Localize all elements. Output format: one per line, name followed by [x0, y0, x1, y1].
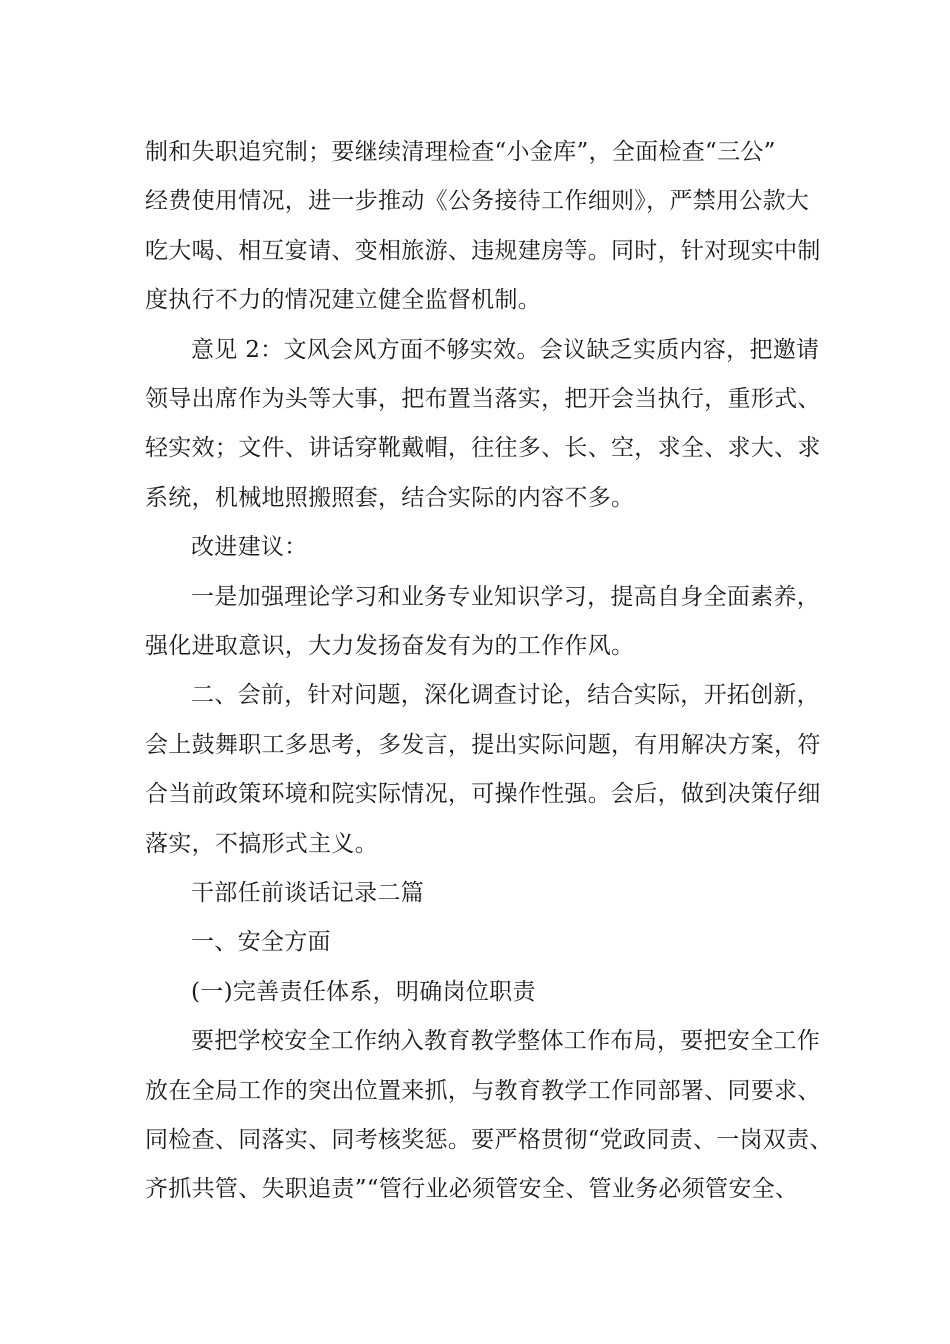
text-line: 放在全局工作的突出位置来抓，与教育教学工作同部署、同要求、	[145, 1077, 821, 1104]
text-line: 会上鼓舞职工多思考，多发言，提出实际问题，有用解决方案，符	[145, 731, 821, 758]
text-line: 吃大喝、相互宴请、变相旅游、违规建房等。同时，针对现实中制	[145, 237, 821, 264]
text-line: 强化进取意识，大力发扬奋发有为的工作作风。	[145, 632, 635, 659]
text-line: 度执行不力的情况建立健全监督机制。	[145, 287, 542, 314]
text-line: 制和失职追究制；要继续清理检查“小金库”，全面检查“三公”	[145, 139, 776, 165]
paragraph-1	[145, 128, 825, 326]
text-line: 经费使用情况，进一步推动《公务接待工作细则》，严禁用公款大	[145, 188, 810, 215]
text-line: 合当前政策环境和院实际情况，可操作性强。会后，做到决策仔细	[145, 781, 821, 808]
paragraph-opinion-2	[145, 326, 825, 524]
text-line: 意见 2：文风会风方面不够实效。会议缺乏实质内容，把邀请	[191, 336, 820, 363]
text-line: 齐抓共管、失职追责”“管行业必须管安全、管业务必须管安全、	[145, 1176, 799, 1203]
subheading-responsibility	[145, 968, 825, 1017]
text-line: 领导出席作为头等大事，把布置当落实，把开会当执行，重形式、	[145, 385, 821, 412]
text-line: (一)完善责任体系，明确岗位职责	[191, 978, 536, 1005]
text-line: 同检查、同落实、同考核奖惩。要严格贯彻“党政同责、一岗双责、	[145, 1126, 833, 1153]
text-line: 系统，机械地照搬照套，结合实际的内容不多。	[145, 484, 635, 511]
text-line: 干部任前谈话记录二篇	[191, 880, 424, 906]
paragraph-suggestion-heading	[145, 523, 825, 572]
text-line: 一是加强理论学习和业务专业知识学习，提高自身全面素养，	[191, 583, 821, 610]
section-title	[145, 869, 825, 918]
text-line: 落实，不搞形式主义。	[145, 830, 378, 857]
paragraph-safety-body	[145, 1017, 833, 1215]
text-line: 改进建议：	[191, 534, 308, 561]
text-line: 轻实效；文件、讲话穿靴戴帽，往往多、长、空，求全、求大、求	[145, 435, 821, 462]
text-line: 要把学校安全工作纳入教育教学整体工作布局，要把安全工作	[191, 1028, 821, 1055]
paragraph-suggestion-2	[145, 671, 825, 869]
heading-safety	[145, 918, 825, 967]
text-line: 二、会前，针对问题，深化调查讨论，结合实际，开拓创新，	[191, 682, 821, 709]
paragraph-suggestion-1	[145, 573, 825, 672]
text-line: 一、安全方面	[191, 929, 331, 956]
